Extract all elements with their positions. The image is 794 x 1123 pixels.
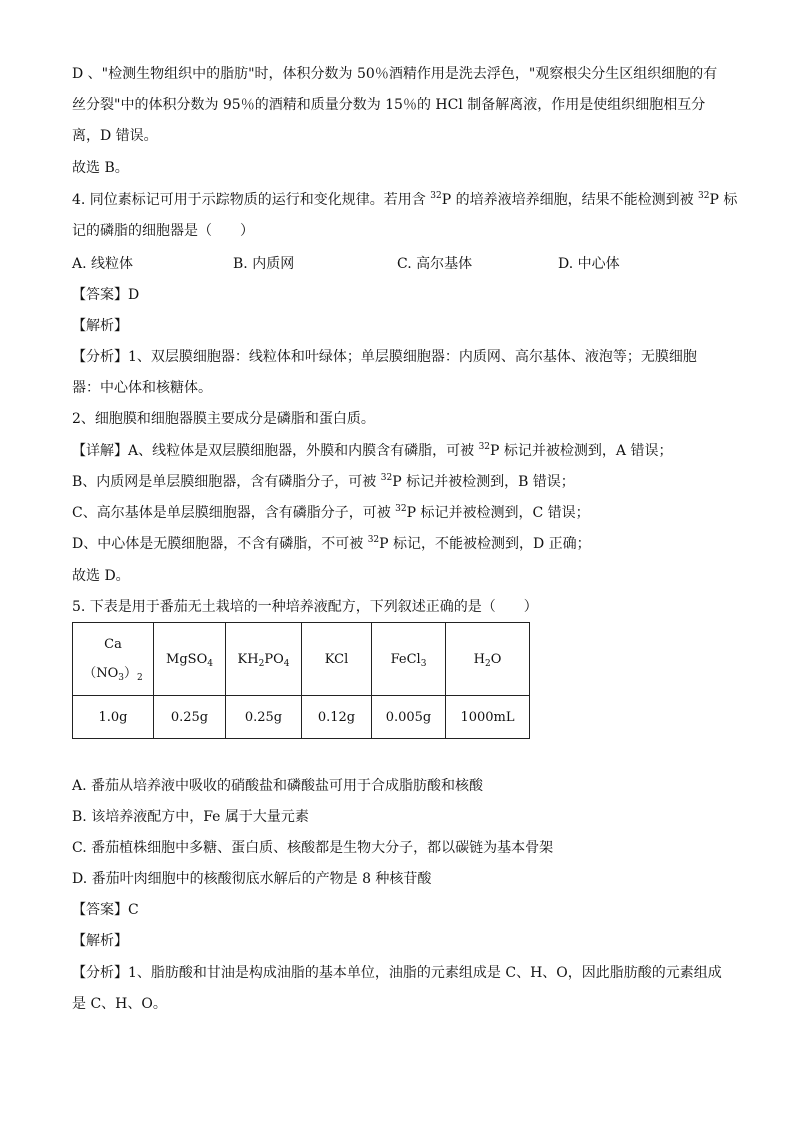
q5-option-b: B. 该培养液配方中，Fe 属于大量元素 — [72, 809, 309, 825]
isotope-superscript: 32 — [430, 191, 442, 201]
header-ca-top: Ca — [104, 637, 122, 652]
header-text: O — [490, 651, 502, 667]
subscript: 2 — [137, 673, 143, 683]
isotope-superscript: 32 — [698, 191, 710, 201]
header-text: （NO — [83, 666, 119, 681]
header-text: ） — [124, 666, 138, 681]
prev-option-d-line-2: 丝分裂"中的体积分数为 95％的酒精和质量分数为 15％的 HCl 制备解离液，作用是使组织细胞相互分 — [72, 97, 706, 113]
header-text: KCl — [324, 651, 349, 667]
header-h2o — [446, 623, 530, 696]
detail-text: B、内质网是单层膜细胞器，含有磷脂分子，可被 — [72, 474, 381, 490]
header-ca-no3-2 — [73, 623, 154, 696]
header-mgso4 — [154, 623, 226, 696]
q4-option-d: D. 中心体 — [558, 256, 620, 272]
table-cell: 0.12g — [302, 696, 372, 739]
q4-fenxi-line-1: 【分析】1、双层膜细胞器：线粒体和叶绿体；单层膜细胞器：内质网、高尔基体、液泡等；无膜细胞 — [72, 349, 697, 365]
q5-option-a: A. 番茄从培养液中吸收的硝酸盐和磷酸盐可用于合成脂肪酸和核酸 — [72, 778, 484, 794]
subscript: 2 — [484, 658, 491, 669]
q5-stem: 5. 下表是用于番茄无土栽培的一种培养液配方，下列叙述正确的是（ ） — [72, 599, 538, 615]
subscript: 4 — [283, 658, 290, 669]
q5-option-c: C. 番茄植株细胞中多糖、蛋白质、核酸都是生物大分子，都以碳链为基本骨架 — [72, 840, 554, 856]
q4-detail-a — [72, 441, 672, 461]
table-cell: 0.25g — [154, 696, 226, 739]
table-row — [73, 696, 530, 739]
header-text: FeCl — [390, 651, 421, 667]
detail-text: P 标记并被检测到，A 错误； — [490, 443, 673, 459]
q4-option-c: C. 高尔基体 — [397, 256, 473, 272]
q5-fenxi-line-1: 【分析】1、脂肪酸和甘油是构成油脂的基本单位，油脂的元素组成是 C、H、O，因此脂肪酸的元素组成 — [72, 965, 722, 981]
detail-text: 【详解】A、线粒体是双层膜细胞器，外膜和内膜含有磷脂，可被 — [72, 443, 479, 459]
nutrient-solution-table — [72, 622, 530, 739]
header-text: PO — [264, 651, 284, 667]
prev-option-d-line-1: D 、"检测生物组织中的脂肪"时，体积分数为 50％酒精作用是洗去浮色，"观察根尖分生区组织细胞的有 — [72, 66, 718, 82]
table-header-row — [73, 623, 530, 696]
header-fecl3 — [372, 623, 446, 696]
q4-detail-c — [72, 503, 590, 523]
q4-option-a: A. 线粒体 — [72, 256, 134, 272]
q4-detail-b — [72, 472, 575, 492]
q4-stem-line-2: 记的磷脂的细胞器是（ ） — [72, 223, 254, 239]
q4-analysis-title: 【解析】 — [72, 318, 128, 334]
isotope-superscript: 32 — [395, 504, 407, 514]
table-cell: 1.0g — [73, 696, 154, 739]
q5-option-d: D. 番茄叶肉细胞中的核酸彻底水解后的产物是 8 种核苷酸 — [72, 871, 432, 887]
header-text: MgSO — [166, 651, 208, 667]
table-cell: 1000mL — [446, 696, 530, 739]
header-kcl — [302, 623, 372, 696]
prev-option-d-line-3: 离，D 错误。 — [72, 128, 158, 144]
isotope-superscript: 32 — [380, 473, 393, 483]
detail-text: P 标记，不能被检测到，D 正确； — [379, 536, 591, 552]
q4-stem-line-1 — [72, 190, 737, 210]
subscript: 3 — [118, 673, 125, 683]
header-ca-bottom — [73, 662, 153, 681]
q4-stem-part-a: 4. 同位素标记可用于示踪物质的运行和变化规律。若用含 — [72, 192, 431, 208]
header-text: H — [473, 651, 485, 667]
q4-conclusion: 故选 D。 — [72, 568, 130, 584]
q4-stem-part-c: P 标 — [709, 192, 738, 208]
table-cell: 0.25g — [226, 696, 302, 739]
subscript: 4 — [207, 658, 213, 669]
isotope-superscript: 32 — [367, 535, 380, 545]
q4-answer: 【答案】D — [72, 287, 140, 303]
header-kh2po4 — [226, 623, 302, 696]
q4-detail-d — [72, 534, 591, 554]
q5-analysis-title: 【解析】 — [72, 933, 128, 949]
prev-conclusion: 故选 B。 — [72, 160, 129, 176]
q5-answer: 【答案】C — [72, 902, 139, 918]
q4-option-b: B. 内质网 — [233, 256, 295, 272]
q4-fenxi-line-3: 2、细胞膜和细胞器膜主要成分是磷脂和蛋白质。 — [72, 411, 375, 427]
subscript: 2 — [258, 658, 265, 669]
q5-fenxi-line-2: 是 C、H、O。 — [72, 996, 167, 1012]
detail-text: P 标记并被检测到，B 错误； — [392, 474, 575, 490]
detail-text: D、中心体是无膜细胞器，不含有磷脂，不可被 — [72, 536, 368, 552]
isotope-superscript: 32 — [478, 442, 491, 452]
header-text: KH — [237, 651, 259, 667]
table-cell: 0.005g — [372, 696, 446, 739]
detail-text: C、高尔基体是单层膜细胞器，含有磷脂分子，可被 — [72, 505, 396, 521]
q4-fenxi-line-2: 器：中心体和核糖体。 — [72, 380, 212, 396]
detail-text: P 标记并被检测到，C 错误； — [406, 505, 590, 521]
q4-stem-part-b: P 的培养液培养细胞，结果不能检测到被 — [441, 192, 699, 208]
subscript: 3 — [420, 658, 427, 669]
